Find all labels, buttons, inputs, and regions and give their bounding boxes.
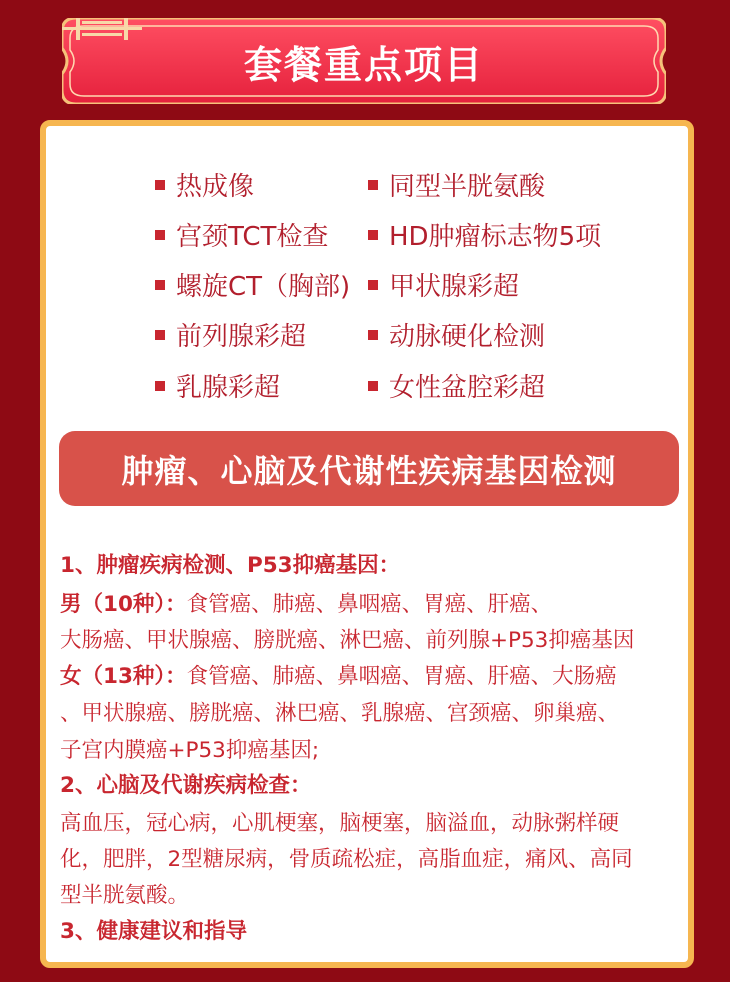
bullet-icon: [368, 381, 378, 391]
title-banner: [62, 18, 666, 104]
bullet-icon: [368, 230, 378, 240]
cardio-line-1: 高血压，冠心病，心肌梗塞，脑梗塞，脑溢血，动脉粥样硬: [60, 811, 620, 836]
item-right-4: 女性盆腔彩超: [368, 367, 545, 404]
section-title-pill: 肿瘤、心脑及代谢性疾病基因检测: [59, 431, 679, 506]
bullet-icon: [368, 280, 378, 290]
bullet-icon: [368, 330, 378, 340]
bullet-icon: [155, 180, 165, 190]
female-line-2: 、甲状腺癌、膀胱癌、淋巴癌、乳腺癌、宫颈癌、卵巢癌、: [60, 701, 620, 726]
item-left-2: 螺旋CT（胸部): [155, 266, 350, 303]
bullet-icon: [155, 330, 165, 340]
item-left-0: 热成像: [155, 166, 254, 203]
heading-advice: 3、健康建议和指导: [60, 919, 247, 944]
male-text-1: 食管癌、肺癌、鼻咽癌、胃癌、肝癌、: [186, 592, 553, 617]
cardio-line-2: 化，肥胖，2型糖尿病，骨质疏松症，高脂血症，痛风、高同: [60, 847, 633, 872]
cardio-line-3: 型半胱氨酸。: [60, 883, 190, 908]
bullet-icon: [155, 381, 165, 391]
male-line-2: 大肠癌、甲状腺癌、膀胱癌、淋巴癌、前列腺+P53抑癌基因: [60, 628, 635, 653]
banner-title: 套餐重点项目: [243, 42, 484, 87]
female-text-1: 食管癌、肺癌、鼻咽癌、胃癌、肝癌、大肠癌: [186, 664, 617, 689]
item-right-2: 甲状腺彩超: [368, 266, 519, 303]
item-right-3: 动脉硬化检测: [368, 316, 545, 353]
bullet-icon: [155, 230, 165, 240]
item-left-3: 前列腺彩超: [155, 316, 306, 353]
female-line-1: [60, 663, 690, 691]
female-label: 女（13种）：: [60, 664, 187, 689]
item-left-4: 乳腺彩超: [155, 367, 280, 404]
bullet-icon: [368, 180, 378, 190]
bullet-icon: [155, 280, 165, 290]
female-line-3: 子宫内膜癌+P53抑癌基因;: [60, 738, 320, 763]
item-right-1: HD肿瘤标志物5项: [368, 216, 601, 253]
heading-tumor: 1、肿瘤疾病检测、P53抑癌基因：: [60, 553, 401, 578]
item-left-1: 宫颈TCT检查: [155, 216, 328, 253]
male-label: 男（10种）：: [60, 592, 187, 617]
heading-cardio: 2、心脑及代谢疾病检查：: [60, 773, 312, 798]
item-right-0: 同型半胱氨酸: [368, 166, 545, 203]
male-line-1: [60, 591, 690, 619]
